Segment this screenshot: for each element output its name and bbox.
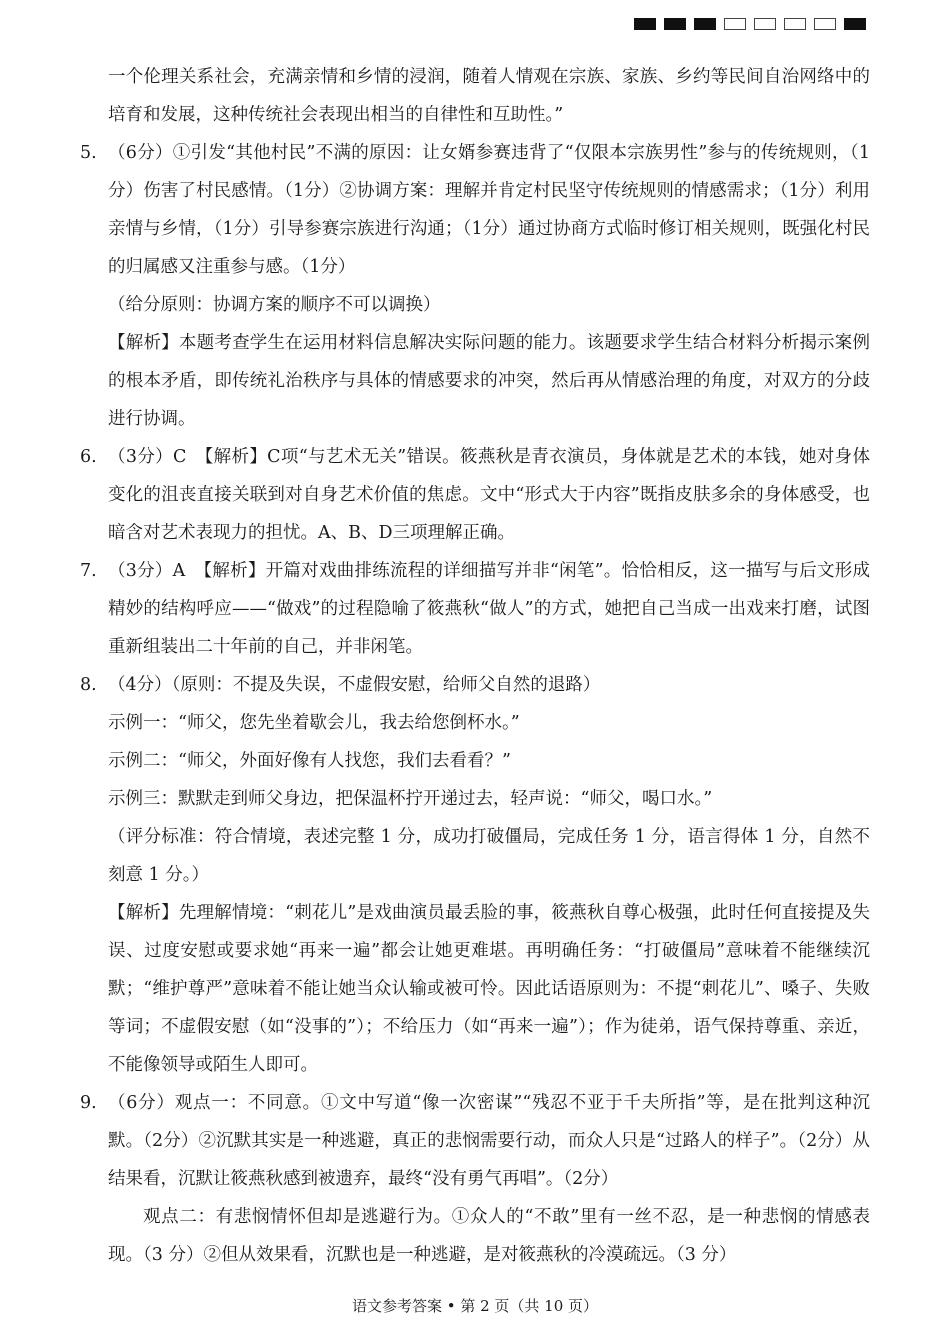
scoring-note: （给分原则：协调方案的顺序不可以调换） [108,295,441,315]
answer-content [80,58,870,1274]
answer-text: （6分）观点一：不同意。①文中写道“像一次密谋”“残忍不亚于千夫所指”等，是在批判这种沉默。（2分）②沉默其实是一种逃避，真正的悲悯需要行动，而众人只是“过路人的样子”。（2分）从结果看，沉默让筱燕秋感到被遗弃，最终“没有勇气再唱”。（2分） [108,1093,870,1189]
question-5 [80,134,870,438]
intro-text: 一个伦理关系社会，充满亲情和乡情的浸润，随着人情观在宗族、家族、乡约等民间自治网络中的培育和发展，这种传统社会表现出相当的自律性和互助性。” [108,67,870,125]
question-6 [80,438,870,552]
question-number: 5. [80,143,97,163]
mark-7 [814,18,836,30]
question-9 [80,1084,870,1274]
mark-6 [784,18,806,30]
analysis-text: 【解析】本题考查学生在运用材料信息解决实际问题的能力。该题要求学生结合材料分析揭示案例的根本矛盾，即传统礼治秩序与具体的情感要求的冲突，然后再从情感治理的角度，对双方的分歧进行协调。 [108,333,870,429]
scoring-criteria: （评分标准：符合情境，表述完整 1 分，成功打破僵局，完成任务 1 分，语言得体 1 分，自然不刻意 1 分。） [108,827,870,885]
page-marks [634,18,866,30]
question-number: 6. [80,447,97,467]
answer-text: （3分）A 【解析】开篇对戏曲排练流程的详细描写并非“闲笔”。恰恰相反，这一描写与后文形成精妙的结构呼应——“做戏”的过程隐喻了筱燕秋“做人”的方式，她把自己当成一出戏来打磨，试图重新组装出二十年前的自己，并非闲笔。 [108,561,870,657]
example-3: 示例三：默默走到师父身边，把保温杯拧开递过去，轻声说：“师父，喝口水。” [108,789,713,809]
question-number: 8. [80,675,97,695]
question-8 [80,666,870,1084]
mark-4 [724,18,746,30]
question-number: 7. [80,561,97,581]
answer-text: （3分）C 【解析】C项“与艺术无关”错误。筱燕秋是青衣演员，身体就是艺术的本钱，她对身体变化的沮丧直接关联到对自身艺术价值的焦虑。文中“形式大于内容”既指皮肤多余的身体感受，也暗含对艺术表现力的担忧。A、B、D三项理解正确。 [108,447,870,543]
viewpoint-2: 观点二：有悲悯情怀但却是逃避行为。①众人的“不敢”里有一丝不忍，是一种悲悯的情感表现。（3 分）②但从效果看，沉默也是一种逃避，是对筱燕秋的冷漠疏远。（3 分） [108,1207,870,1265]
answer-text: （4分）（原则：不提及失误，不虚假安慰，给师父自然的退路） [108,675,601,695]
question-7 [80,552,870,666]
example-2: 示例二：“师父，外面好像有人找您，我们去看看？” [108,751,511,771]
mark-3 [694,18,716,30]
mark-5 [754,18,776,30]
mark-2 [664,18,686,30]
example-1: 示例一：“师父，您先坐着歇会儿，我去给您倒杯水。” [108,713,520,733]
answer-text: （6分）①引发“其他村民”不满的原因：让女婿参赛违背了“仅限本宗族男性”参与的传统规则，（1分）伤害了村民感情。（1分）②协调方案：理解并肯定村民坚守传统规则的情感需求；（1分）利用亲情与乡情，（1分）引导参赛宗族进行沟通；（1分）通过协商方式临时修订相关规则，既强化村民的归属感又注重参与感。（1分） [108,143,870,277]
mark-8 [844,18,866,30]
page-footer: 语文参考答案 • 第 2 页（共 10 页） [351,1297,599,1315]
question-number: 9. [80,1093,97,1113]
mark-1 [634,18,656,30]
analysis-text: 【解析】先理解情境：“刺花儿”是戏曲演员最丢脸的事，筱燕秋自尊心极强，此时任何直接提及失误、过度安慰或要求她“再来一遍”都会让她更难堪。再明确任务：“打破僵局”意味着不能继续沉默；“维护尊严”意味着不能让她当众认输或被可怜。因此话语原则为：不提“刺花儿”、嗓子、失败等词；不虚假安慰（如“没事的”）；不给压力（如“再来一遍”）；作为徒弟，语气保持尊重、亲近，不能像领导或陌生人即可。 [108,903,870,1075]
